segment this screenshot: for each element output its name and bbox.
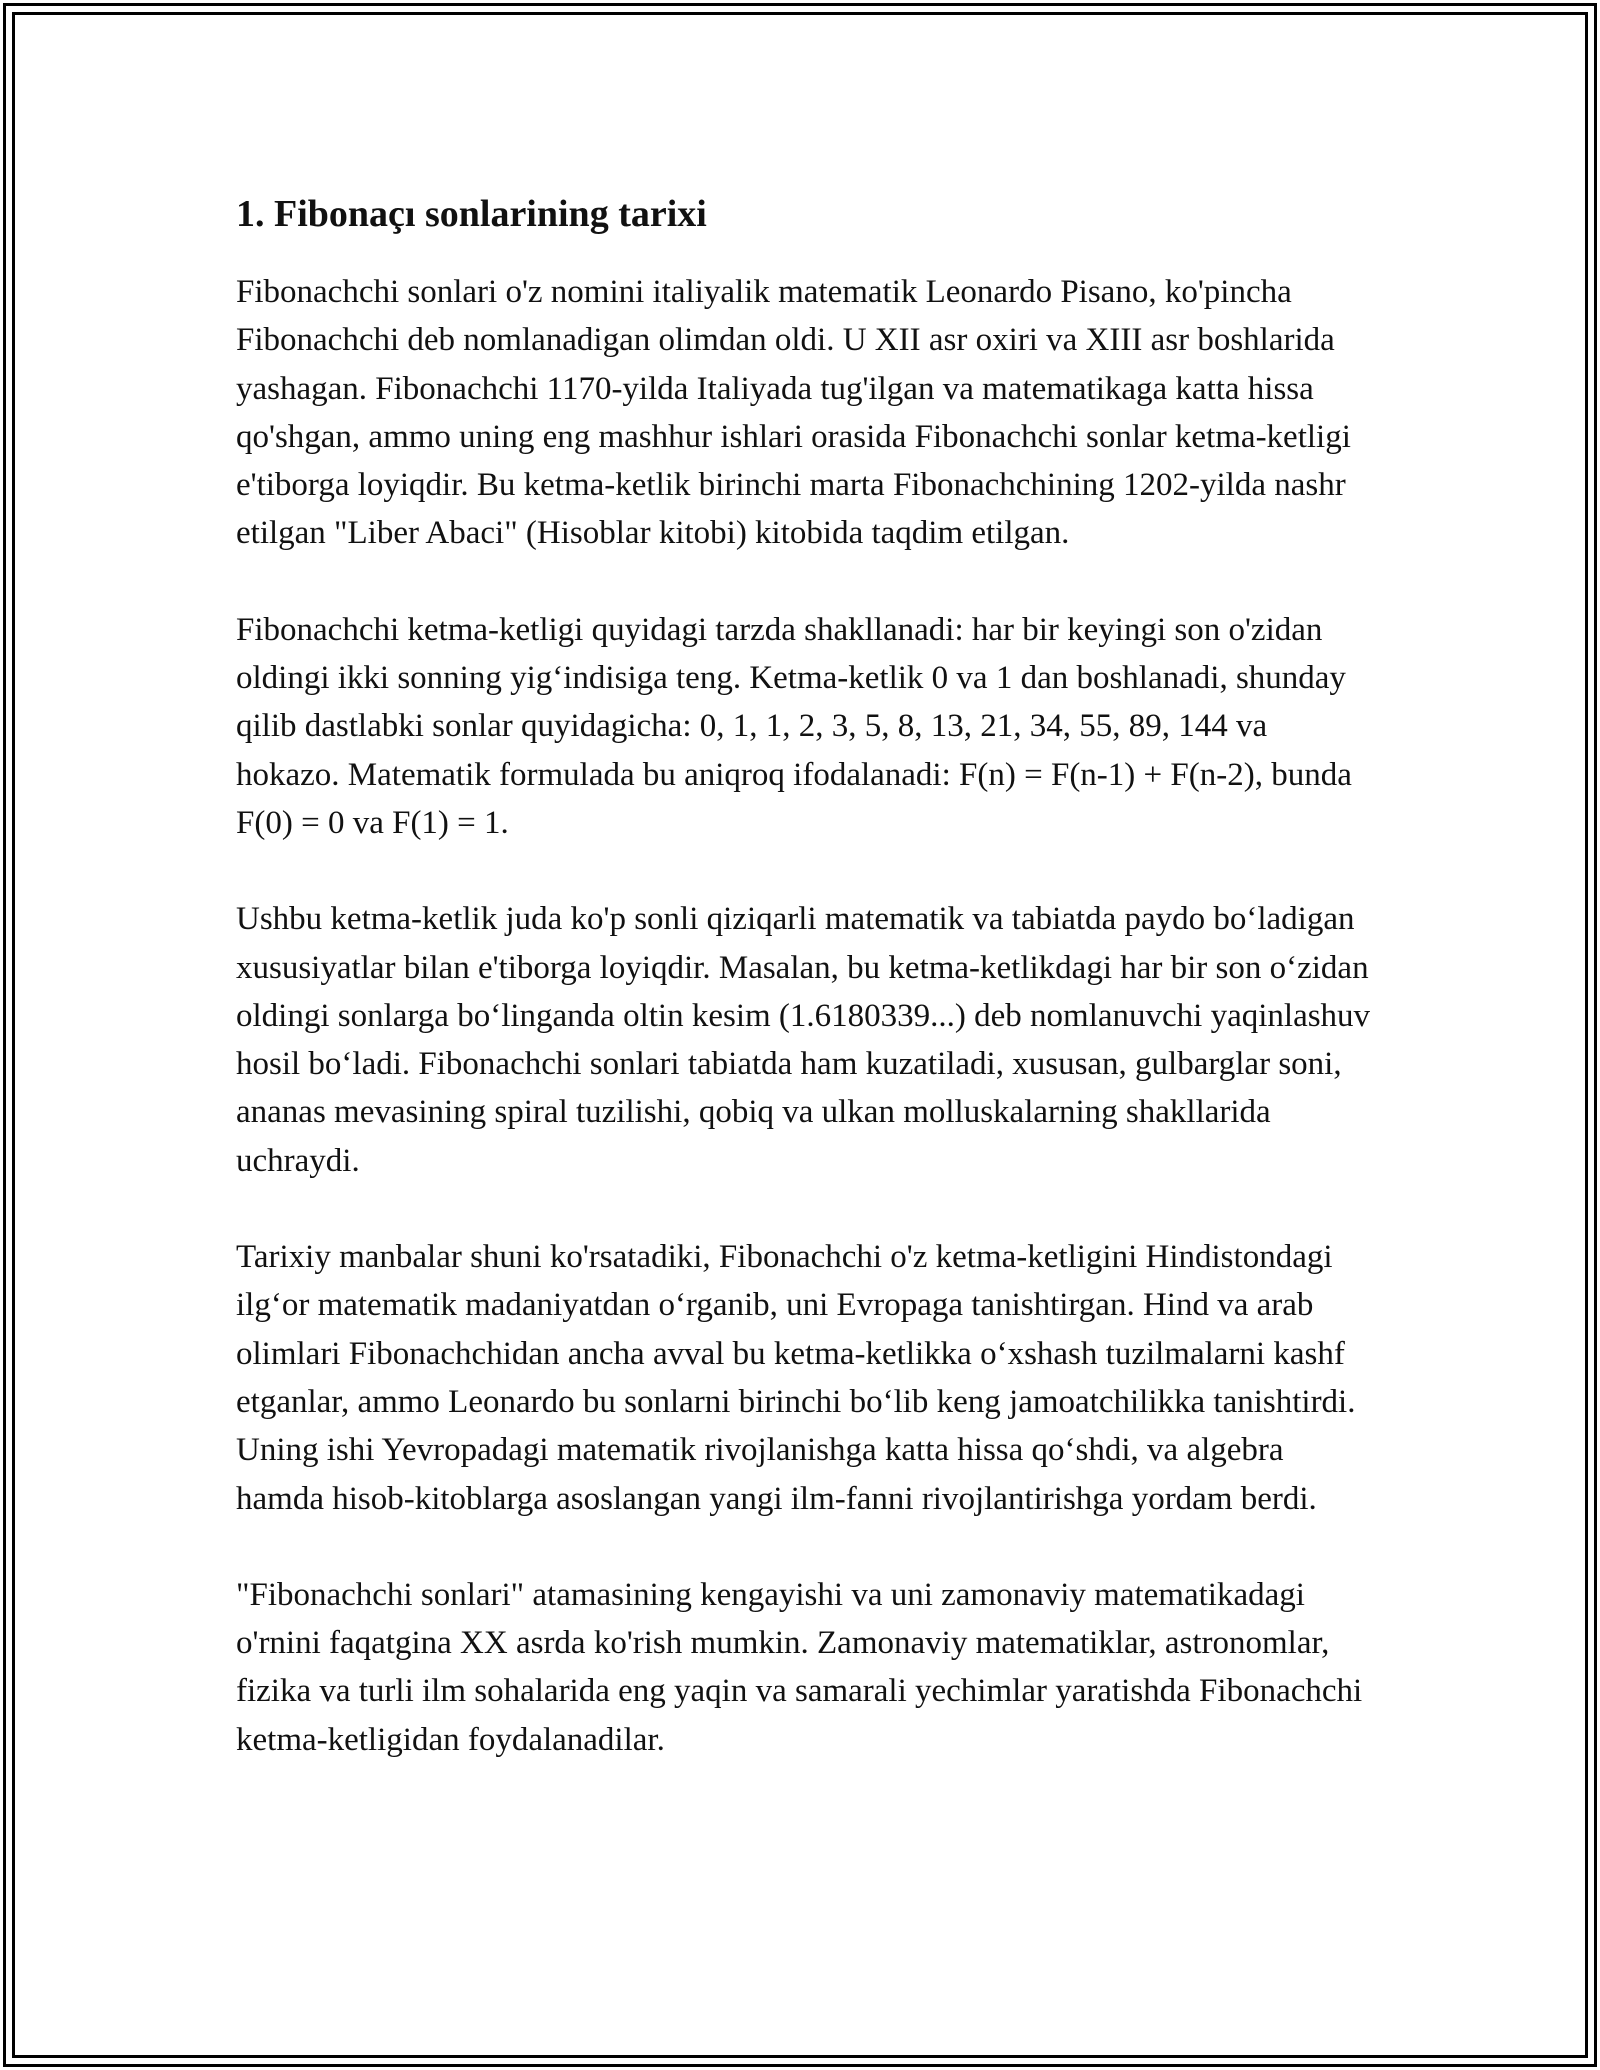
document-body xyxy=(236,184,1376,1812)
section-heading: 1. Fibonaçı sonlarining tarixi xyxy=(236,193,707,235)
paragraph-origin: Fibonachchi sonlari o'z nomini italiyalik matematik Leonardo Pisano, ko'pincha Fibonachchi deb nomlanadigan olimdan oldi. U XII asr oxiri va XIII asr boshlarida yashagan. Fibonachchi 1170-yilda Italiyada tug'ilgan va matematikaga katta hissa qo'shgan, ammo uning eng mashhur ishlari orasida Fibonachchi sonlar ketma-ketligi e'tiborga loyiqdir. Bu ketma-ketlik birinchi marta Fibonachchining 1202-yilda nashr etilgan "Liber Abaci" (Hisoblar kitobi) kitobida taqdim etilgan. xyxy=(236,274,1351,552)
paragraph-history: Tarixiy manbalar shuni ko'rsatadiki, Fibonachchi o'z ketma-ketligini Hindistondagi ilg‘or matematik madaniyatdan o‘rganib, uni Evropaga tanishtirgan. Hind va arab olimlari Fibonachchidan ancha avval bu ketma-ketlikka o‘xshash tuzilmalarni kashf etganlar, ammo Leonardo bu sonlarni birinchi bo‘lib keng jamoatchilikka tanishtirdi. Uning ishi Yevropadagi matematik rivojlanishga katta hissa qo‘shdi, va algebra hamda hisob-kitoblarga asoslangan yangi ilm-fanni rivojlantirishga yordam berdi. xyxy=(236,1239,1356,1517)
paragraph-definition: Fibonachchi ketma-ketligi quyidagi tarzda shakllanadi: har bir keyingi son o'zidan oldingi ikki sonning yig‘indisiga teng. Ketma-ketlik 0 va 1 dan boshlanadi, shunday qilib dastlabki sonlar quyidagicha: 0, 1, 1, 2, 3, 5, 8, 13, 21, 34, 55, 89, 144 va hokazo. Matematik formulada bu aniqroq ifodalanadi: F(n) = F(n-1) + F(n-2), bunda F(0) = 0 va F(1) = 1. xyxy=(236,611,1352,841)
paragraph-modern-use: "Fibonachchi sonlari" atamasining kengayishi va uni zamonaviy matematikadagi o'rnini faqatgina XX asrda ko'rish mumkin. Zamonaviy matematiklar, astronomlar, fizika va turli ilm sohalarida eng yaqin va samarali yechimlar yaratishda Fibonachchi ketma-ketligidan foydalanadilar. xyxy=(236,1576,1363,1758)
paragraph-properties: Ushbu ketma-ketlik juda ko'p sonli qiziqarli matematik va tabiatda paydo bo‘ladigan xususiyatlar bilan e'tiborga loyiqdir. Masalan, bu ketma-ketlikdagi har bir son o‘zidan oldingi sonlarga bo‘linganda oltin kesim (1.6180339...) deb nomlanuvchi yaqinlashuv hosil bo‘ladi. Fibonachchi sonlari tabiatda ham kuzatiladi, xususan, gulbarglar soni, ananas mevasining spiral tuzilishi, qobiq va ulkan molluskalarning shakllarida uchraydi. xyxy=(236,901,1371,1179)
